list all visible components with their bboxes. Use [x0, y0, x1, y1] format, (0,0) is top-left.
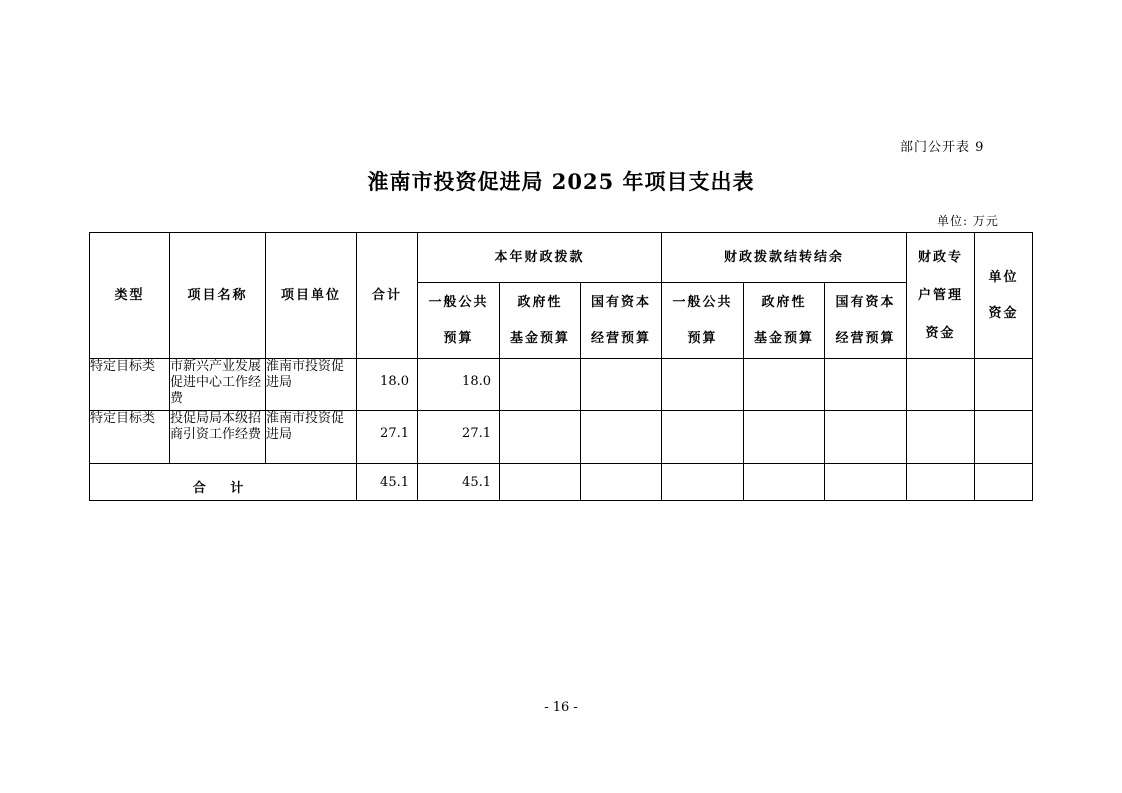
- empty-cell: [500, 464, 581, 501]
- empty-cell: [744, 464, 825, 501]
- header-unit-funds-line-2: 资金: [988, 305, 1019, 321]
- sub-header-line: 政府性: [517, 294, 563, 310]
- sub-header-line: 一般公共: [672, 294, 733, 310]
- empty-cell: [500, 359, 581, 411]
- row-type: 特定目标类: [90, 359, 170, 411]
- empty-cell: [581, 464, 662, 501]
- page-title: 淮南市投资促进局 2025 年项目支出表: [367, 169, 755, 194]
- project-expenditure-table: [89, 232, 1033, 501]
- empty-cell: [975, 359, 1033, 411]
- sub-header-line: 基金预算: [509, 330, 570, 346]
- total-row-total: 45.1: [357, 464, 418, 501]
- row-project-unit: 淮南市投资促进局: [266, 411, 357, 464]
- sub-header-line: 基金预算: [753, 330, 814, 346]
- header-total: 合计: [357, 233, 418, 359]
- sub-header-line: 国有资本: [835, 294, 896, 310]
- table-row: [90, 359, 1033, 411]
- sub-header-government-fund-carry: [744, 283, 825, 359]
- empty-cell: [825, 359, 907, 411]
- header-special-line-2: 户管理: [917, 287, 963, 303]
- header-carryover-balance: 财政拨款结转结余: [662, 233, 907, 283]
- sub-header-line: 政府性: [761, 294, 807, 310]
- total-row-label: 合 计: [90, 464, 357, 501]
- sub-header-line: 经营预算: [590, 330, 651, 346]
- row-general-budget: 27.1: [418, 411, 500, 464]
- sub-header-government-fund: [500, 283, 581, 359]
- empty-cell: [907, 411, 975, 464]
- sub-header-state-capital-carry: [825, 283, 907, 359]
- header-special-account-funds: [907, 233, 975, 359]
- sub-header-line: 一般公共: [428, 294, 489, 310]
- empty-cell: [662, 359, 744, 411]
- sub-header-general-budget-carry: [662, 283, 744, 359]
- header-special-line-3: 资金: [925, 325, 956, 341]
- unit-label: 单位: 万元: [937, 214, 999, 228]
- header-project-unit: 项目单位: [266, 233, 357, 359]
- sub-header-general-budget: [418, 283, 500, 359]
- header-type: 类型: [90, 233, 170, 359]
- header-special-line-1: 财政专: [917, 249, 963, 265]
- row-total: 18.0: [357, 359, 418, 411]
- empty-cell: [581, 411, 662, 464]
- row-project-name: 投促局局本级招商引资工作经费: [170, 411, 266, 464]
- empty-cell: [662, 464, 744, 501]
- row-general-budget: 18.0: [418, 359, 500, 411]
- row-project-unit: 淮南市投资促进局: [266, 359, 357, 411]
- empty-cell: [581, 359, 662, 411]
- empty-cell: [975, 464, 1033, 501]
- sub-header-line: 国有资本: [590, 294, 651, 310]
- header-project-name: 项目名称: [170, 233, 266, 359]
- total-row-general-budget: 45.1: [418, 464, 500, 501]
- empty-cell: [907, 359, 975, 411]
- empty-cell: [907, 464, 975, 501]
- table-row: [90, 411, 1033, 464]
- header-current-year-appropriation: 本年财政拨款: [418, 233, 662, 283]
- empty-cell: [825, 464, 907, 501]
- header-row-1: [90, 233, 1033, 283]
- sub-header-line: 预算: [687, 330, 718, 346]
- sub-header-line: 预算: [443, 330, 474, 346]
- empty-cell: [662, 411, 744, 464]
- table-number-label: 部门公开表 9: [900, 140, 985, 155]
- row-project-name: 市新兴产业发展促进中心工作经费: [170, 359, 266, 411]
- header-unit-funds-line-1: 单位: [988, 269, 1019, 285]
- row-total: 27.1: [357, 411, 418, 464]
- total-row: [90, 464, 1033, 501]
- empty-cell: [825, 411, 907, 464]
- sub-header-line: 经营预算: [835, 330, 896, 346]
- page-number: - 16 -: [544, 700, 578, 715]
- sub-header-state-capital: [581, 283, 662, 359]
- empty-cell: [744, 411, 825, 464]
- empty-cell: [975, 411, 1033, 464]
- empty-cell: [744, 359, 825, 411]
- empty-cell: [500, 411, 581, 464]
- header-unit-funds: [975, 233, 1033, 359]
- row-type: 特定目标类: [90, 411, 170, 464]
